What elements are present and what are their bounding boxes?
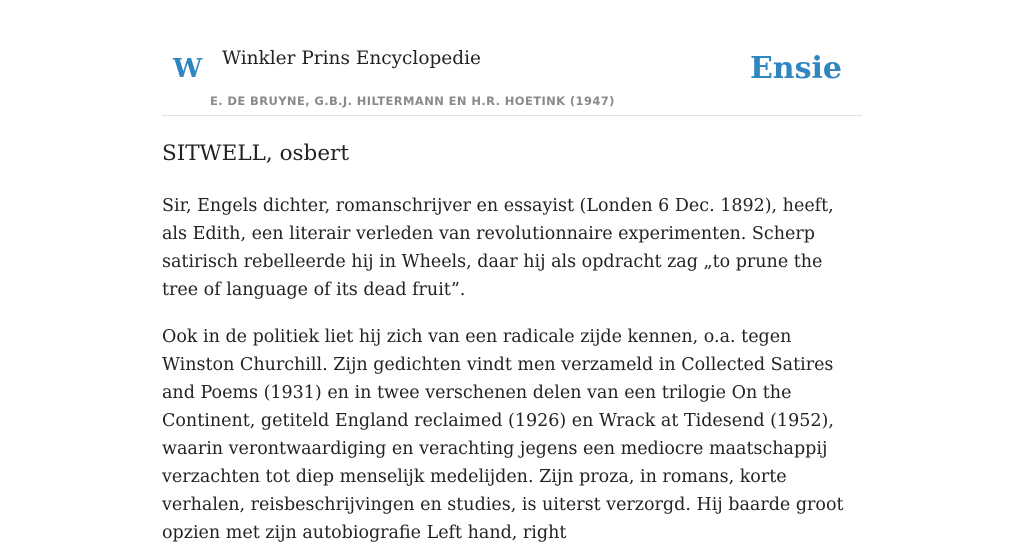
ensie-brand-link[interactable]: Ensie (749, 51, 842, 86)
site-authors: E. DE BRUYNE, G.B.J. HILTERMANN EN H.R. HOETINK (1947) (210, 94, 615, 108)
site-title[interactable]: Winkler Prins Encyclopedie (222, 48, 481, 69)
logo-icon[interactable]: W (173, 54, 203, 84)
article (162, 136, 862, 547)
site-header (162, 30, 862, 116)
article-title: SITWELL, osbert (162, 141, 349, 166)
article-paragraph: Sir, Engels dichter, romanschrijver en essayist (Londen 6 Dec. 1892), heeft, als Edith, een literair verleden van revolutionnaire experimenten. Scherp satirisch rebelleerde hij in Wheels, daar hij als opdracht zag „to prune the tree of language of its dead fruit”. (162, 196, 834, 300)
article-paragraph: Ook in de politiek liet hij zich van een radicale zijde kennen, o.a. tegen Winston Churchill. Zijn gedichten vindt men verzameld in Collected Satires and Poems (1931) en in twee verschenen delen van een trilogie On the Continent, getiteld England reclaimed (1926) en Wrack at Tidesend (1952), waarin verontwaardiging en verachting jegens een mediocre maatschappij verzachten tot diep menselijk medelijden. Zijn proza, in romans, korte verhalen, reisbeschrijvingen en studies, is uiterst verzorgd. Hij baarde groot opzien met zijn autobiografie Left hand, right (162, 327, 844, 543)
